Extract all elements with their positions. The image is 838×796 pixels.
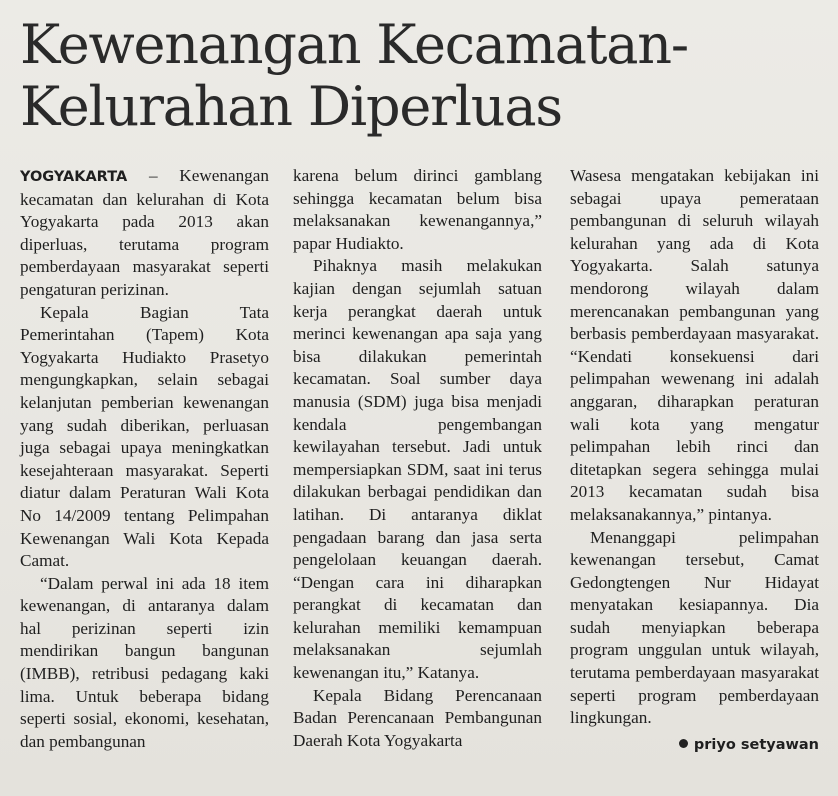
article-headline — [20, 14, 820, 138]
article-column-3 — [570, 165, 819, 756]
paragraph-text: – Kewenangan kecamatan dan kelurahan di Kota Yogyakarta pada 2013 akan diperluas, terutama program pemberdayaan masyarakat seperti pengaturan perizinan. — [20, 166, 269, 299]
bullet-dot-icon — [679, 739, 688, 748]
paragraph: “Dalam perwal ini ada 18 item kewenangan, di antaranya dalam hal perizinan seperti izin mendirikan bangun bangunan (IMBB), retribusi pedagang kaki lima. Untuk beberapa bidang seperti sosial, ekonomi, kesehatan, dan pembangunan — [20, 573, 269, 751]
article-column-2 — [293, 165, 542, 752]
headline-line-2: Kelurahan Diperluas — [20, 75, 562, 138]
paragraph: Pihaknya masih melakukan kajian dengan sejumlah satuan kerja perangkat daerah untuk merinci kewenangan apa saja yang bisa dilakukan pemerintah kecamatan. Soal sumber daya manusia (SDM) juga bisa menjadi kendala pengembangan kewilayahan tersebut. Jadi untuk mempersiapkan SDM, saat ini terus dilakukan berbagai pendidikan dan latihan. Di antaranya diklat pengadaan barang dan jasa serta pengelolaan keuangan daerah. “Dengan cara ini diharapkan perangkat di kecamatan dan kelurahan memiliki kemampuan melaksanakan sejumlah kewenangan itu,” Katanya. — [293, 256, 542, 683]
article-column-1 — [20, 165, 269, 753]
paragraph — [20, 165, 269, 302]
paragraph: Menanggapi pelimpahan kewenangan tersebut, Camat Gedongtengen Nur Hidayat menyatakan kesiapannya. Dia sudah menyiapkan beberapa program unggulan untuk wilayah, terutama pemberdayaan masyarakat seperti program pemberdayaan lingkungan. — [570, 527, 819, 728]
paragraph: karena belum dirinci gamblang sehingga kecamatan belum bisa melaksanakan kewenangannya,” papar Hudiakto. — [293, 166, 542, 253]
headline-line-1: Kewenangan Kecamatan- — [20, 13, 688, 76]
byline-author: priyo setyawan — [693, 736, 819, 753]
paragraph: Kepala Bagian Tata Pemerintahan (Tapem) Kota Yogyakarta Hudiakto Prasetyo mengungkapkan, selain sebagai kelanjutan pemberian kewenangan yang sudah diberikan, perluasan juga sebagai upaya meningkatkan kesejahteraan masyarakat. Seperti diatur dalam Peraturan Wali Kota No 14/2009 tentang Pelimpahan Kewenangan Wali Kota Kepada Camat. — [20, 302, 269, 571]
paragraph: Wasesa mengatakan kebijakan ini sebagai upaya pemerataan pembangunan di seluruh wilayah kelurahan yang ada di Kota Yogyakarta. Salah satunya mendorong wilayah dalam merencanakan pembangunan yang berbasis pemberdayaan masyarakat. “Kendati konsekuensi dari pelimpahan wewenang ini adalah anggaran, diharapkan peraturan wali kota yang mengatur pelimpahan lebih rinci dan ditetapkan segera sehingga mulai 2013 kecamatan sudah bisa melaksanakannya,” pintanya. — [570, 166, 819, 524]
dateline: YOGYAKARTA — [20, 169, 128, 185]
paragraph: Kepala Bidang Perencanaan Badan Perencanaan Pembangunan Daerah Kota Yogyakarta — [293, 685, 542, 750]
byline — [570, 734, 819, 757]
